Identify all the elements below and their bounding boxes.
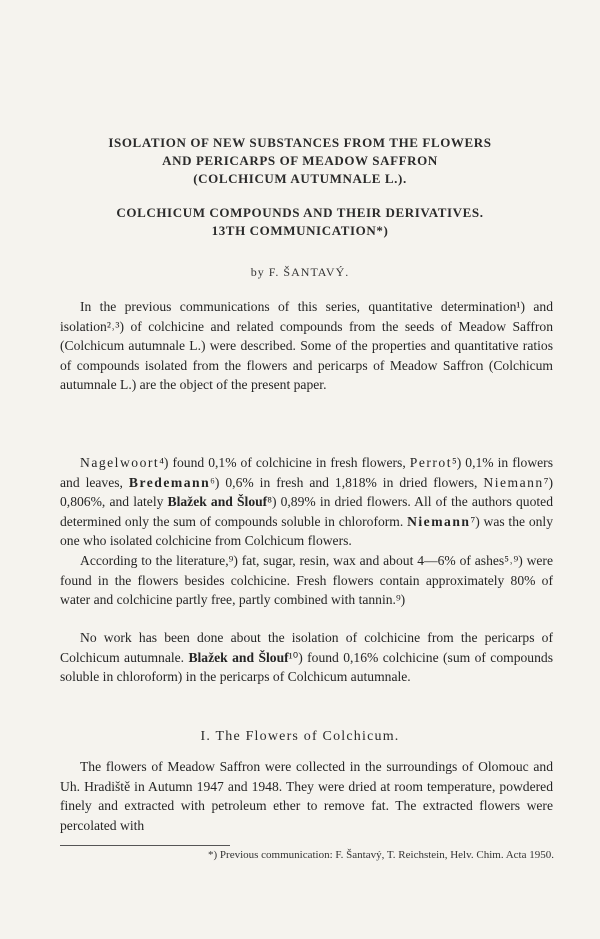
subtitle-line-1: COLCHICUM COMPOUNDS AND THEIR DERIVATIVES.: [116, 205, 484, 220]
paragraph-literature-values: [60, 453, 553, 551]
author-name: Perrot: [409, 455, 452, 470]
subtitle: [40, 204, 560, 240]
author-name: Niemann: [407, 513, 471, 529]
author-byline: by F. ŠANTAVÝ.: [250, 265, 350, 279]
paragraph-text: ⁷) 0,806%, and lately: [60, 474, 553, 510]
paragraph-text: In the previous communications of this series, quantitative determination¹) and isolation²˒³) of colchicine and related compounds from the seeds of Meadow Saffron (Colchicum autumnale L.) were described. Some of the properties and quantitative ratios of compounds isolated from the flowers and pericarps of Meadow Saffron (Colchicum autumnale L.) are the object of the present paper.: [60, 299, 553, 393]
author-name: Blažek and Šlouf: [188, 649, 289, 665]
paragraph-text: ⁸) 0,89% in dried flowers. All of the authors quoted determined only the sum of compounds soluble in chloroform.: [60, 494, 554, 529]
paragraph-text: ⁶) 0,6% in fresh and 1,818% in dried flowers,: [210, 474, 484, 490]
paragraph-text: The flowers of Meadow Saffron were collected in the surroundings of Olomouc and Uh. Hradiště in Autumn 1947 and 1948. They were dried at room temperature, powdered finely and extracted with petroleum ether to remove fat. The extracted flowers were percolated with: [60, 759, 553, 833]
paragraph-methods: [60, 757, 553, 835]
section-heading: I. The Flowers of Colchicum.: [200, 729, 400, 744]
author-name: Niemann: [483, 474, 544, 490]
paragraph-composition: [60, 551, 553, 610]
author-name: Nagelwoort: [80, 455, 160, 470]
paragraph-text: ⁵) 0,1% in flowers and leaves,: [60, 455, 553, 490]
author-name: Bredemann: [128, 474, 211, 490]
main-title-line-3: (COLCHICUM AUTUMNALE L.).: [193, 171, 407, 186]
paragraph-pericarps: [60, 628, 553, 687]
footnote-divider: [60, 845, 230, 846]
subtitle-line-2: 13TH COMMUNICATION*): [211, 223, 389, 238]
main-title: [40, 134, 560, 188]
paragraph-text: ⁷) was the only one who isolated colchicine from Colchicum flowers.: [60, 513, 553, 549]
main-title-line-1: ISOLATION OF NEW SUBSTANCES FROM THE FLOWERS: [108, 135, 492, 150]
paragraph-text: No work has been done about the isolation of colchicine from the pericarps of Colchicum autumnale.: [60, 630, 553, 665]
paragraph-text: ¹⁰) found 0,16% colchicine (sum of compounds soluble in chloroform) in the pericarps of Colchicum autumnale.: [60, 649, 553, 685]
main-title-line-2: AND PERICARPS OF MEADOW SAFFRON: [162, 153, 438, 168]
author-name: Blažek and Šlouf: [167, 494, 268, 510]
paragraph-text: According to the literature,⁹) fat, sugar, resin, wax and about 4—6% of ashes⁵˒⁹) were found in the flowers besides colchicine. Fresh flowers contain approximately 80% of water and colchicine partly free, partly combined with tannin.⁹): [60, 553, 553, 608]
footnote: *) Previous communication: F. Šantavý, T. Reichstein, Helv. Chim. Acta 1950.: [208, 849, 554, 861]
paragraph-introduction: [60, 297, 553, 395]
paragraph-text: ⁴) found 0,1% of colchicine in fresh flowers,: [159, 455, 410, 470]
